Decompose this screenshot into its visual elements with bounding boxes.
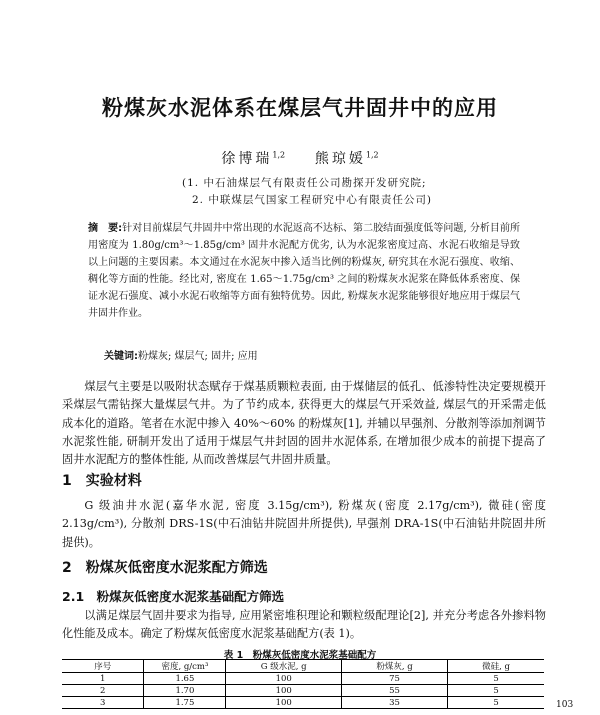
table-header-row xyxy=(62,660,544,673)
formula-table xyxy=(62,659,544,709)
affiliations xyxy=(182,175,432,209)
section-2-heading: 2 粉煤灰低密度水泥浆配方筛选 xyxy=(62,560,268,576)
table-cell: 1.75 xyxy=(144,697,226,709)
table-row xyxy=(62,673,544,685)
abstract-label: 摘 要: xyxy=(88,223,123,234)
section-2-1-paragraph: 以满足煤层气固井要求为指导, 应用紧密堆积理论和颗粒级配理论[2], 并充分考虑各外掺料物化性能及成本。确定了粉煤灰低密度水泥浆基础配方(表 1)。 xyxy=(62,609,546,641)
affiliation-line: 2. 中联煤层气国家工程研究中心有限责任公司) xyxy=(192,194,432,206)
author-affiliation-mark: 1,2 xyxy=(365,150,379,160)
table-cell: 5 xyxy=(448,697,544,709)
table-cell: 100 xyxy=(226,685,342,697)
table-cell: 1.65 xyxy=(144,673,226,685)
table-row xyxy=(62,697,544,709)
table-cell: 3 xyxy=(62,697,144,709)
table-row xyxy=(62,685,544,697)
section-1-heading: 1 实验材料 xyxy=(62,473,142,489)
keywords-text: 粉煤灰; 煤层气; 固井; 应用 xyxy=(138,351,258,362)
table-cell: 75 xyxy=(342,673,448,685)
table-cell: 5 xyxy=(448,673,544,685)
table-cell: 2 xyxy=(62,685,144,697)
table-caption: 表 1 粉煤灰低密度水泥浆基础配方 xyxy=(223,650,377,661)
table-cell: 35 xyxy=(342,697,448,709)
author-name: 徐博瑞 xyxy=(221,151,273,167)
author-line xyxy=(0,148,600,168)
page-number: 103 xyxy=(556,700,574,710)
abstract-text: 针对目前煤层气井固井中常出现的水泥返高不达标、第二胶结面强度低等问题, 分析目前所用密度为 1.80g/cm³～1.85g/cm³ 固井水泥配方优劣, 认为水泥浆密度过高、水泥石收缩是导致以上问题的主要因素。本文通过在水泥灰中掺入适当比例的粉煤灰, 研究其在水泥石强度、收缩、稠化等方面的性能。经比对, 密度在 1.65～1.75g/cm³ 之间的粉煤灰水泥浆在降低体系密度、保证水泥石强度、减小水泥石收缩等方面有独特优势。因此, 粉煤灰水泥浆能够很好地应用于煤层气井固井作业。 xyxy=(88,223,521,319)
table-cell: 1 xyxy=(62,673,144,685)
author-affiliation-mark: 1,2 xyxy=(272,150,286,160)
table-header-cell: 密度, g/cm³ xyxy=(144,660,226,673)
table-cell: 1.70 xyxy=(144,685,226,697)
keywords-label: 关键词: xyxy=(104,351,138,362)
table-cell: 55 xyxy=(342,685,448,697)
table-header-cell: 序号 xyxy=(62,660,144,673)
abstract xyxy=(88,220,520,322)
table-header-cell: G 级水泥, g xyxy=(226,660,342,673)
table-cell: 100 xyxy=(226,697,342,709)
table-cell: 100 xyxy=(226,673,342,685)
intro-paragraph: 煤层气主要是以吸附状态赋存于煤基质颗粒表面, 由于煤储层的低孔、低渗特性决定要规模开采煤层气需钻探大量煤层气井。为了节约成本, 获得更大的煤层气开采效益, 煤层气的开采需走低成本化的道路。笔者在水泥中掺入 40%～60% 的粉煤灰[1], 并辅以早强剂、分散剂等添加剂调节水泥浆性能, 研制开发出了适用于煤层气井封固的固井水泥体系, 在增加很少成本的前提下提高了固井水泥配方的整体性能, 从而改善煤层气井固井质量。 xyxy=(62,380,546,467)
section-2-1-heading: 2.1 粉煤灰低密度水泥浆基础配方筛选 xyxy=(62,589,285,604)
paper-title: 粉煤灰水泥体系在煤层气井固井中的应用 xyxy=(102,96,498,120)
table-header-cell: 粉煤灰, g xyxy=(342,660,448,673)
section-1-paragraph: G 级油井水泥(嘉华水泥, 密度 3.15g/cm³), 粉煤灰(密度 2.17g/cm³), 微硅(密度 2.13g/cm³), 分散剂 DRS-1S(中石油钻井院固井所提供), 早强剂 DRA-1S(中石油钻井院固井所提供)。 xyxy=(62,499,546,549)
affiliation-line: (1. 中石油煤层气有限责任公司勘探开发研究院; xyxy=(182,177,427,189)
table-header-cell: 微硅, g xyxy=(448,660,544,673)
table-cell: 5 xyxy=(448,685,544,697)
author-name: 熊琼媛 xyxy=(314,151,366,167)
keywords xyxy=(104,347,258,362)
